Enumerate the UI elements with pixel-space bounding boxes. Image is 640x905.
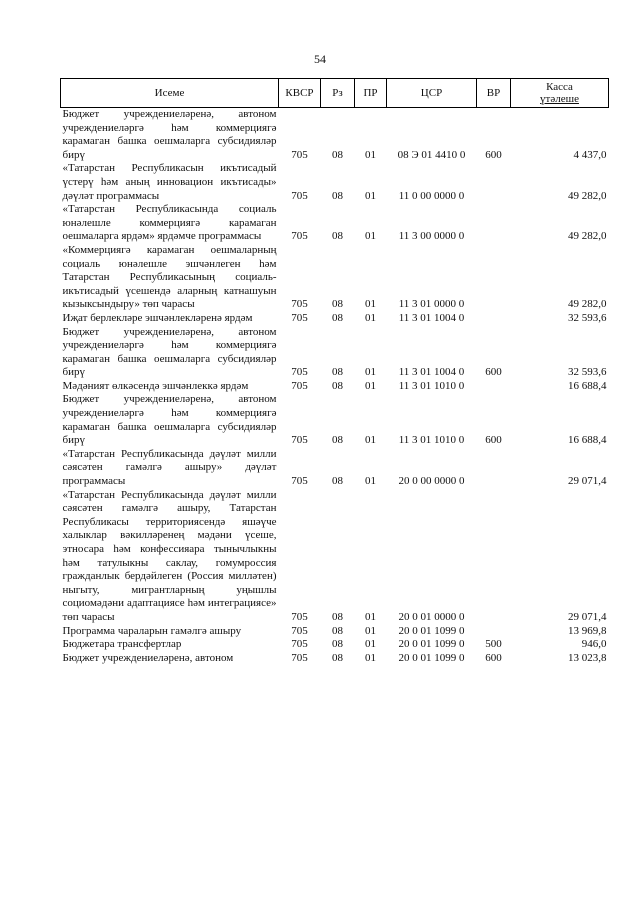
cell-rz: 08 xyxy=(332,624,343,637)
cell-pr: 01 xyxy=(365,189,376,202)
header-kvsr: КВСР xyxy=(279,79,321,108)
cell-vr: 600 xyxy=(485,366,502,379)
table-row xyxy=(61,312,609,326)
cell-rz: 08 xyxy=(332,651,343,664)
cell-pr: 01 xyxy=(365,434,376,447)
cell-kassa: 13 023,8 xyxy=(568,651,607,664)
cell-kvsr: 705 xyxy=(291,311,308,324)
cell-kassa: 4 437,0 xyxy=(573,148,607,161)
cell-name: Бюджет учреждениеләренә, автоном xyxy=(62,651,234,664)
cell-rz: 08 xyxy=(332,230,343,243)
table-row xyxy=(61,489,609,625)
cell-name: «Татарстан Республикасында социаль юнәлешле коммерциягә карамаган оешмаларга ярдәм» ярдәмче программасы xyxy=(62,203,277,243)
cell-name: «Татарстан Республикасында дәүләт милли сәясәтен гамәлгә ашыру, Татарстан Республикасы территориясендә яшәүче халыклар вәкилләренең мәдәни үсеше, этносара һәм конфессияара тынычлыкны һәм татулыкны саклау, гомумроссия гражданлык бердәйлеген (Россия милләтен) ныгыту, мигрантларның уңышлы социомәдәни адаптациясе һәм интеграциясе» төп чарасы xyxy=(62,488,277,623)
cell-pr: 01 xyxy=(365,610,376,623)
cell-vr: 600 xyxy=(485,651,502,664)
cell-name: Бюджет учреждениеләренә, автоном учреждениеләргә һәм коммерциягә карамаган башка оешмаларга субсидияләр бирү xyxy=(62,108,277,161)
cell-csr: 11 3 01 1010 0 xyxy=(398,434,465,447)
cell-rz: 08 xyxy=(332,366,343,379)
cell-csr: 08 Э 01 4410 0 xyxy=(397,148,466,161)
cell-rz: 08 xyxy=(332,189,343,202)
cell-csr: 20 0 01 0000 0 xyxy=(398,610,465,623)
cell-vr xyxy=(477,380,511,394)
header-kassa-line1: Касса xyxy=(546,81,573,93)
cell-vr xyxy=(477,489,511,625)
cell-csr: 20 0 00 0000 0 xyxy=(398,475,465,488)
cell-csr: 20 0 01 1099 0 xyxy=(398,624,465,637)
cell-csr: 20 0 01 1099 0 xyxy=(398,638,465,651)
table-row xyxy=(61,244,609,312)
cell-vr: 600 xyxy=(485,434,502,447)
table-row xyxy=(61,638,609,652)
cell-kvsr: 705 xyxy=(291,366,308,379)
page-number: 54 xyxy=(314,52,326,66)
cell-name: «Коммерциягә карамаган оешмаларның социаль юнәлешле эшчәнлеген һәм Татарстан Республикасының социаль-икътисадый үсешендә аларның катнашуын кызыксындыру» төп чарасы xyxy=(62,243,277,311)
header-kassa xyxy=(511,79,609,108)
cell-kvsr: 705 xyxy=(291,624,308,637)
cell-pr: 01 xyxy=(365,148,376,161)
cell-kvsr: 705 xyxy=(291,230,308,243)
cell-name: «Татарстан Республикасында дәүләт милли сәясәтен гамәлгә ашыру» дәүләт программасы xyxy=(62,447,277,488)
cell-csr: 11 3 01 1004 0 xyxy=(398,366,465,379)
cell-pr: 01 xyxy=(365,651,376,664)
cell-kvsr: 705 xyxy=(291,638,308,651)
cell-name: Программа чараларын гамәлгә ашыру xyxy=(62,624,242,637)
cell-pr: 01 xyxy=(365,298,376,311)
cell-rz: 08 xyxy=(332,311,343,324)
header-rz: Рз xyxy=(321,79,355,108)
table-row xyxy=(61,380,609,394)
cell-kvsr: 705 xyxy=(291,379,308,392)
cell-pr: 01 xyxy=(365,638,376,651)
cell-rz: 08 xyxy=(332,298,343,311)
cell-csr: 11 3 01 1004 0 xyxy=(398,311,465,324)
cell-name: Бюджет учреждениеләренә, автоном учреждениеләргә һәм коммерциягә карамаган башка оешмаларга субсидияләр бирү xyxy=(62,325,277,379)
cell-name: «Татарстан Республикасын икътисадый үстерү һәм аның инновацион икътисады» дәүләт программасы xyxy=(62,162,277,202)
cell-pr: 01 xyxy=(365,311,376,324)
cell-vr: 500 xyxy=(485,638,502,651)
cell-kassa: 16 688,4 xyxy=(568,379,607,392)
cell-kassa: 16 688,4 xyxy=(568,434,607,447)
cell-kassa: 946,0 xyxy=(581,638,607,651)
cell-name: Иҗат берлекләре эшчәнлекләренә ярдәм xyxy=(62,311,253,324)
cell-kvsr: 705 xyxy=(291,434,308,447)
cell-csr: 11 3 01 0000 0 xyxy=(398,298,465,311)
cell-name: Мәдәният өлкәсендә эшчәнлеккә ярдәм xyxy=(62,379,249,392)
cell-vr: 600 xyxy=(485,148,502,161)
cell-rz: 08 xyxy=(332,434,343,447)
cell-kvsr: 705 xyxy=(291,610,308,623)
cell-vr xyxy=(477,312,511,326)
cell-csr: 11 3 00 0000 0 xyxy=(398,230,465,243)
cell-vr xyxy=(477,244,511,312)
table-row xyxy=(61,162,609,203)
cell-pr: 01 xyxy=(365,230,376,243)
cell-vr xyxy=(477,203,511,244)
cell-rz: 08 xyxy=(332,148,343,161)
cell-vr xyxy=(477,625,511,639)
table-row xyxy=(61,326,609,380)
cell-csr: 20 0 01 1099 0 xyxy=(398,651,465,664)
cell-kassa: 32 593,6 xyxy=(568,366,607,379)
cell-rz: 08 xyxy=(332,475,343,488)
table-row xyxy=(61,625,609,639)
cell-name: Бюджетара трансфертлар xyxy=(62,638,182,651)
header-name: Исеме xyxy=(61,79,279,108)
cell-name: Бюджет учреждениеләренә, автоном учреждениеләргә һәм коммерциягә карамаган башка оешмаларга субсидияләр бирү xyxy=(62,393,277,447)
header-csr: ЦСР xyxy=(387,79,477,108)
header-vr: ВР xyxy=(477,79,511,108)
cell-csr: 11 3 01 1010 0 xyxy=(398,379,465,392)
cell-kassa: 49 282,0 xyxy=(568,230,607,243)
cell-pr: 01 xyxy=(365,624,376,637)
cell-csr: 11 0 00 0000 0 xyxy=(398,189,465,202)
cell-kvsr: 705 xyxy=(291,148,308,161)
cell-rz: 08 xyxy=(332,610,343,623)
table-row xyxy=(61,393,609,447)
table-body xyxy=(61,108,609,666)
cell-kvsr: 705 xyxy=(291,298,308,311)
cell-kvsr: 705 xyxy=(291,651,308,664)
table-row xyxy=(61,203,609,244)
cell-pr: 01 xyxy=(365,379,376,392)
cell-kvsr: 705 xyxy=(291,189,308,202)
cell-pr: 01 xyxy=(365,475,376,488)
table-row xyxy=(61,652,609,666)
cell-vr xyxy=(477,448,511,489)
cell-kassa: 49 282,0 xyxy=(568,298,607,311)
table-header-row xyxy=(61,79,609,108)
cell-kassa: 29 071,4 xyxy=(568,610,607,623)
table-row xyxy=(61,448,609,489)
header-kassa-line2: үтәлеше xyxy=(540,93,579,105)
header-pr: ПР xyxy=(355,79,387,108)
cell-rz: 08 xyxy=(332,638,343,651)
cell-kassa: 49 282,0 xyxy=(568,189,607,202)
cell-pr: 01 xyxy=(365,366,376,379)
cell-kvsr: 705 xyxy=(291,475,308,488)
cell-kassa: 32 593,6 xyxy=(568,311,607,324)
table-row xyxy=(61,108,609,163)
cell-kassa: 29 071,4 xyxy=(568,475,607,488)
cell-rz: 08 xyxy=(332,379,343,392)
cell-kassa: 13 969,8 xyxy=(568,624,607,637)
budget-table xyxy=(60,78,609,665)
cell-vr xyxy=(477,162,511,203)
